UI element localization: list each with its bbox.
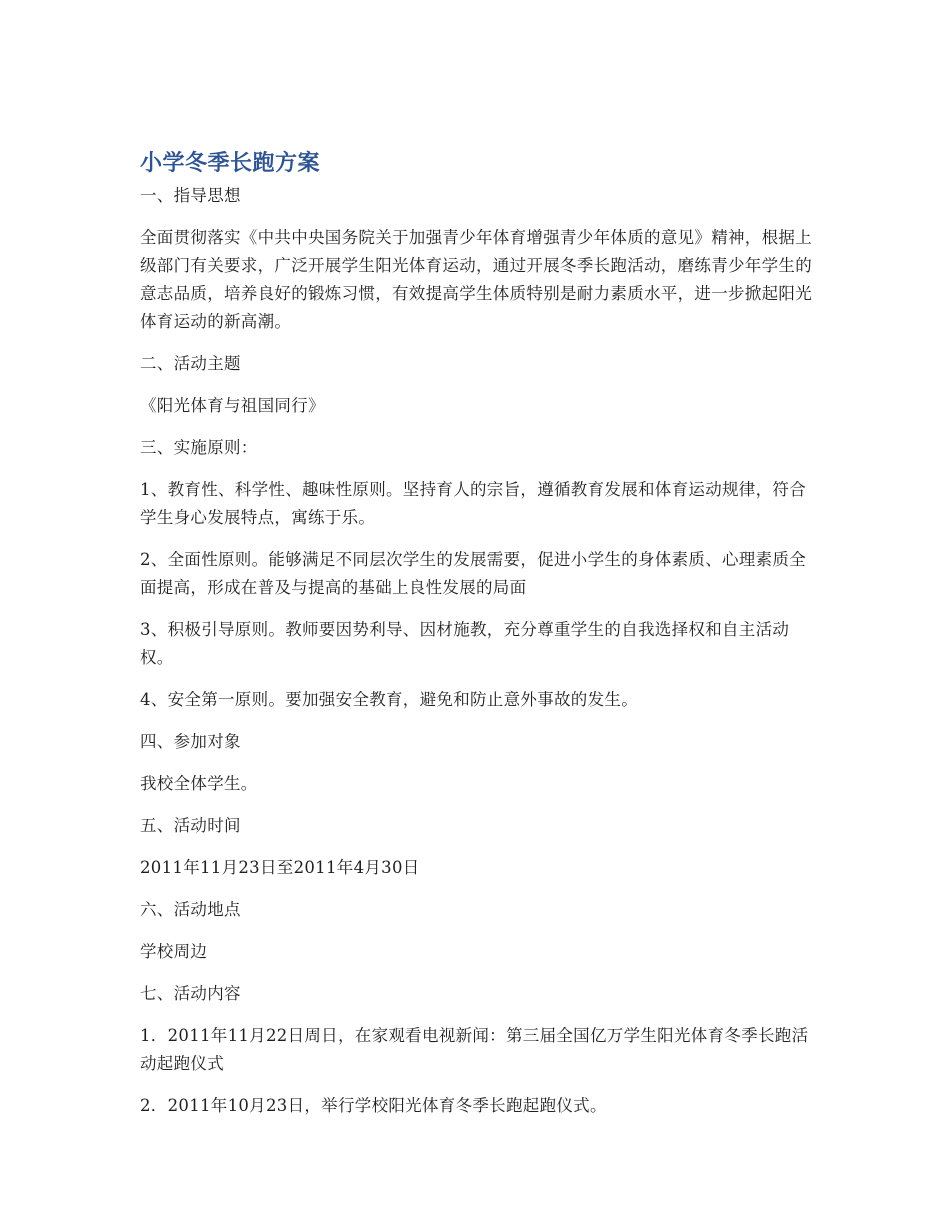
principle-item-1: 1、教育性、科学性、趣味性原则。坚持育人的宗旨，遵循教育发展和体育运动规律，符合学生身心发展特点，寓练于乐。 [140,480,806,527]
principle-item-3: 3、积极引导原则。教师要因势利导、因材施教，充分尊重学生的自我选择权和自主活动权。 [140,620,790,667]
paragraph-guiding-ideology: 全面贯彻落实《中共中央国务院关于加强青少年体育增强青少年体质的意见》精神，根据上级部门有关要求，广泛开展学生阳光体育运动，通过开展冬季长跑活动，磨练青少年学生的意志品质，培养良好的锻炼习惯，有效提高学生体质特别是耐力素质水平，进一步掀起阳光体育运动的新高潮。 [140,228,812,331]
section-heading-location: 六、活动地点 [140,900,241,919]
section-heading-content: 七、活动内容 [140,984,241,1003]
paragraph-location: 学校周边 [140,942,208,961]
principle-item-2: 2、全面性原则。能够满足不同层次学生的发展需要，促进小学生的身体素质、心理素质全面提高，形成在普及与提高的基础上良性发展的局面 [140,550,806,597]
paragraph-participants: 我校全体学生。 [140,774,258,793]
section-heading-participants: 四、参加对象 [140,732,241,751]
paragraph-time: 2011年11月23日至2011年4月30日 [140,858,420,877]
section-heading-guiding-ideology: 一、指导思想 [140,186,241,205]
section-heading-time: 五、活动时间 [140,816,241,835]
section-heading-principles: 三、实施原则： [140,438,258,457]
document-title: 小学冬季长跑方案 [140,151,321,176]
paragraph-theme: 《阳光体育与祖国同行》 [140,396,325,415]
document-page [140,146,812,1120]
principle-item-4: 4、安全第一原则。要加强安全教育，避免和防止意外事故的发生。 [140,690,638,709]
content-item-1: 1．2011年11月22日周日，在家观看电视新闻：第三届全国亿万学生阳光体育冬季长跑活动起跑仪式 [140,1026,809,1073]
section-heading-theme: 二、活动主题 [140,354,241,373]
content-item-2: 2．2011年10月23日，举行学校阳光体育冬季长跑起跑仪式。 [140,1096,607,1115]
